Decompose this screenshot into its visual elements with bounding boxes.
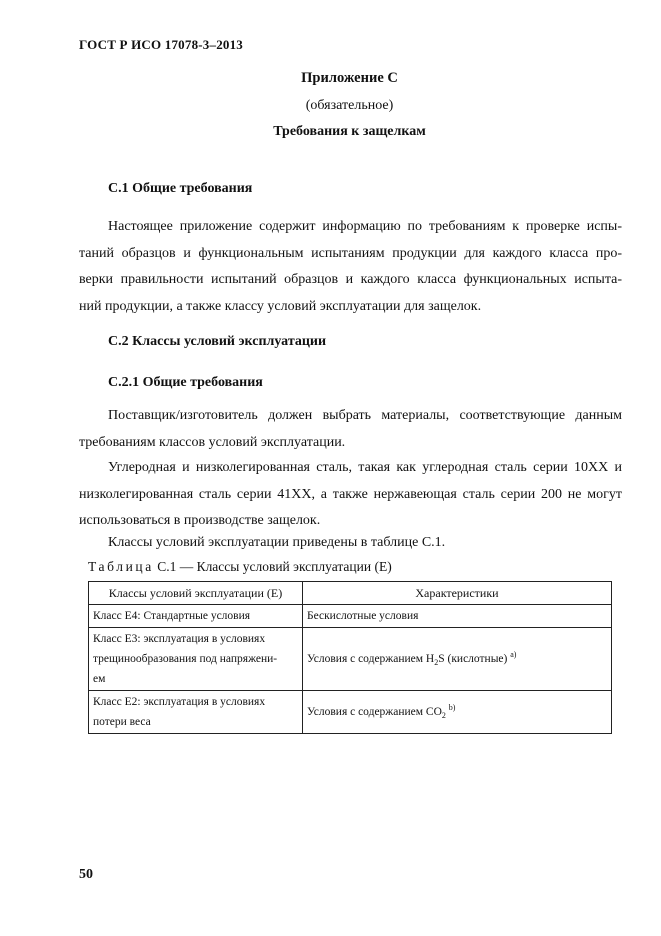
paragraph-line: низколегированная сталь серии 41ХХ, а также нержавеющая сталь серии 200 не могут [79,486,622,502]
paragraph-line: Классы условий эксплуатации приведены в таблице С.1. [108,535,446,550]
paragraph-line: верки правильности испытаний образцов и каждого класса функциональных испыта- [79,272,622,287]
annex-title: Приложение С [301,70,398,86]
section-c2-heading: С.2 Классы условий эксплуатации [108,334,327,349]
table-caption [88,559,392,575]
characteristic-cell [303,691,612,734]
page-number: 50 [79,867,93,882]
column-header-characteristics: Характеристики [303,582,612,605]
class-line: потери веса [93,716,151,728]
annex-name: Требования к защелкам [273,124,426,139]
class-line: Класс Е4: Стандартные условия [93,610,251,622]
table-row [89,628,612,691]
service-class-table [88,581,612,734]
class-line: ем [93,673,106,685]
section-c21-heading: С.2.1 Общие требования [108,375,263,390]
paragraph-line: ний продукции, а также классу условий эксплуатации для защелок. [79,298,482,314]
table-caption-text: С.1 — Классы условий эксплуатации (Е) [153,559,392,574]
subscript: 2 [434,658,439,668]
paragraph-line: требованиям классов условий эксплуатации. [79,434,346,450]
characteristic-text-after: S (кислотные) [438,652,511,665]
paragraph-line: Углеродная и низколегированная сталь, такая как углеродная сталь серии 10ХХ и [108,460,622,475]
table-caption-label: Таблица [88,559,154,574]
class-line: трещинообразования под напряжени- [93,653,278,665]
characteristic-text: Условия с содержанием H [307,652,435,665]
characteristic-cell [303,628,612,691]
annex-status: (обязательное) [305,98,394,113]
footnote-marker: a) [510,649,517,659]
subscript: 2 [441,711,446,721]
paragraph-line: Поставщик/изготовитель должен выбрать материалы, соответствующие данным [108,408,622,423]
class-line: Класс Е3: эксплуатация в условиях [93,633,266,645]
characteristic-cell [303,605,612,628]
section-c21-paragraph-1 [79,403,622,456]
section-c21-paragraph-3 [79,530,622,557]
class-cell [89,628,303,691]
paragraph-line: Настоящее приложение содержит информацию по требованиям к проверке испы- [108,219,622,234]
paragraph-line: использоваться в производстве защелок. [79,513,321,528]
class-cell [89,691,303,734]
characteristic-text: Условия с содержанием CO [307,705,442,718]
section-c21-paragraph-2 [79,455,622,535]
class-cell [89,605,303,628]
section-c1-paragraph [79,214,622,320]
table-header-row [89,582,612,605]
paragraph-line: таний образцов и функциональным испытаниям продукции для каждого класса про- [79,245,622,261]
table-row [89,605,612,628]
section-c1-heading: С.1 Общие требования [108,181,253,196]
table-row [89,691,612,734]
column-header-class: Классы условий эксплуатации (Е) [89,582,303,605]
footnote-marker: b) [448,702,456,712]
class-line: Класс Е2: эксплуатация в условиях [93,696,266,708]
document-header: ГОСТ Р ИСО 17078-3–2013 [79,37,244,52]
characteristic-text: Бескислотные условия [307,610,419,622]
